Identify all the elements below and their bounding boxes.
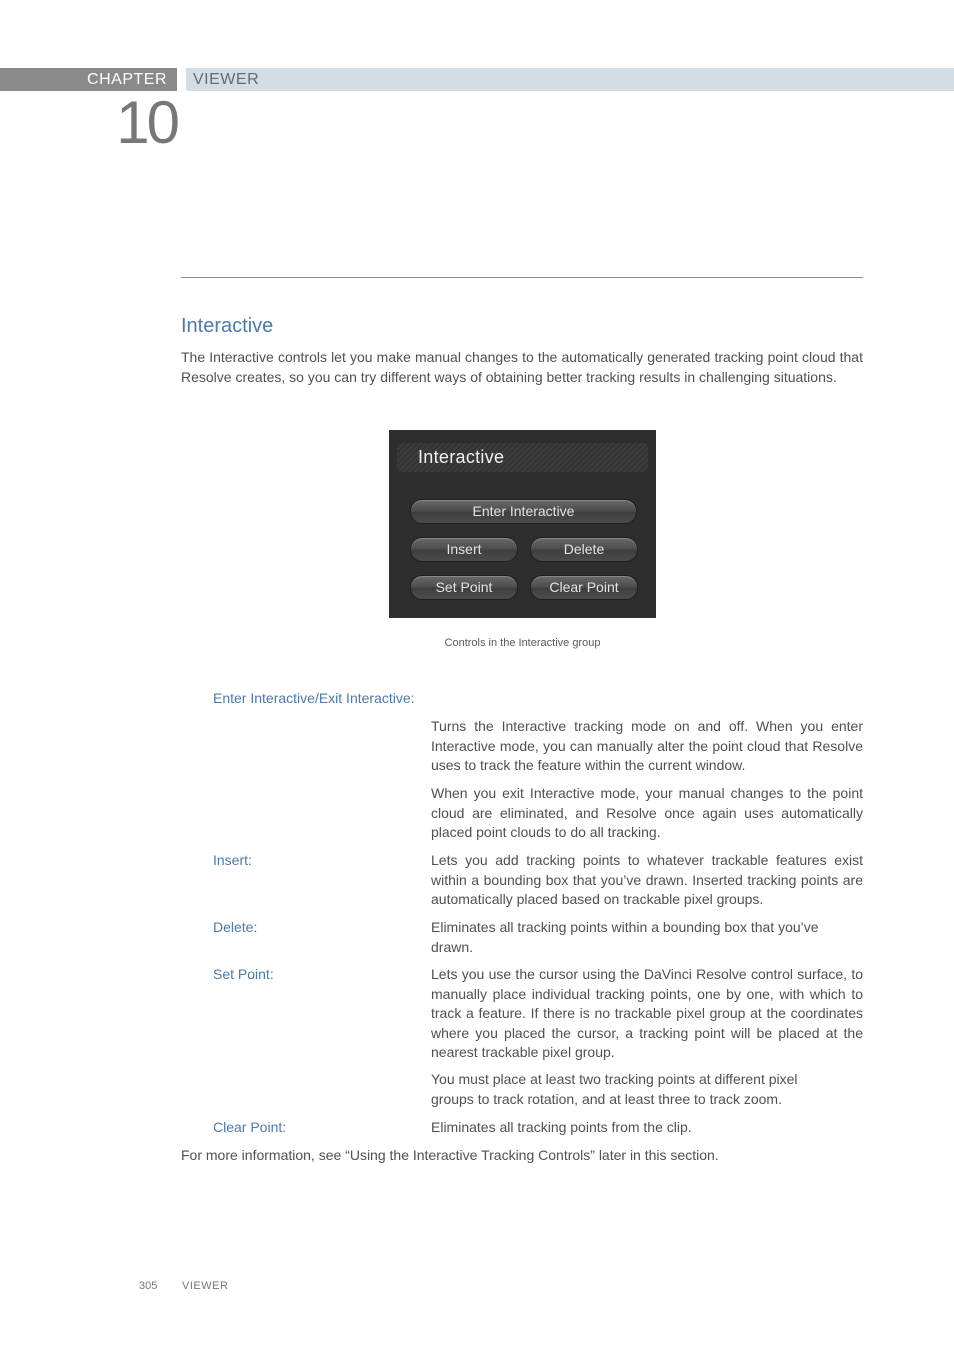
section-divider <box>181 277 863 278</box>
desc-set-point-1: Lets you use the cursor using the DaVinci Resolve control surface, to manually place individual tracking points, one by one, with which to track a feature. If there is no trackable pixel group at the coordinates where you placed the cursor, a tracking point will be placed at the nearest trackable pixel group. <box>431 966 863 1060</box>
desc-delete: Eliminates all tracking points within a bounding box that you’ve drawn. <box>431 919 819 955</box>
more-info-paragraph: For more information, see “Using the Interactive Tracking Controls” later in this section. <box>181 1147 719 1163</box>
term-set-point: Set Point: <box>213 966 274 982</box>
desc-clear-point: Eliminates all tracking points from the clip. <box>431 1119 692 1135</box>
desc-enter-interactive-1: Turns the Interactive tracking mode on and off. When you enter Interactive mode, you can manually alter the point cloud that Resolve uses to track the feature within the current window. <box>431 718 863 773</box>
chapter-label: CHAPTER <box>0 68 177 91</box>
desc-set-point-2: You must place at least two tracking points at different pixel groups to track rotation, and at least three to track zoom. <box>431 1071 798 1107</box>
intro-paragraph: The Interactive controls let you make manual changes to the automatically generated tracking point cloud that Resolve creates, so you can try different ways of obtaining better tracking results in challenging situations. <box>181 349 863 385</box>
clear-point-button[interactable]: Clear Point <box>530 575 638 600</box>
insert-button[interactable]: Insert <box>410 537 518 562</box>
panel-title: Interactive <box>397 443 648 472</box>
page-number: 305 <box>139 1280 158 1292</box>
chapter-number: 10 <box>116 89 177 156</box>
figure-caption: Controls in the Interactive group <box>444 637 601 649</box>
desc-enter-interactive-2: When you exit Interactive mode, your manual changes to the point cloud are eliminated, and Resolve once again uses automatically placed point clouds to do all tracking. <box>431 785 863 840</box>
term-delete: Delete: <box>213 919 258 935</box>
section-header: VIEWER <box>186 68 954 91</box>
set-point-button[interactable]: Set Point <box>410 575 518 600</box>
term-clear-point: Clear Point: <box>213 1119 287 1135</box>
desc-insert: Lets you add tracking points to whatever trackable features exist within a bounding box that you’ve drawn. Inserted tracking points are automatically placed based on trackable pixel groups. <box>431 852 863 907</box>
delete-button[interactable]: Delete <box>530 537 638 562</box>
term-insert: Insert: <box>213 852 252 868</box>
page-footer-section: VIEWER <box>182 1280 229 1292</box>
term-enter-interactive: Enter Interactive/Exit Interactive: <box>213 690 415 706</box>
interactive-panel-figure <box>389 430 656 618</box>
section-title: Interactive <box>181 315 274 337</box>
enter-interactive-button[interactable]: Enter Interactive <box>410 499 637 524</box>
